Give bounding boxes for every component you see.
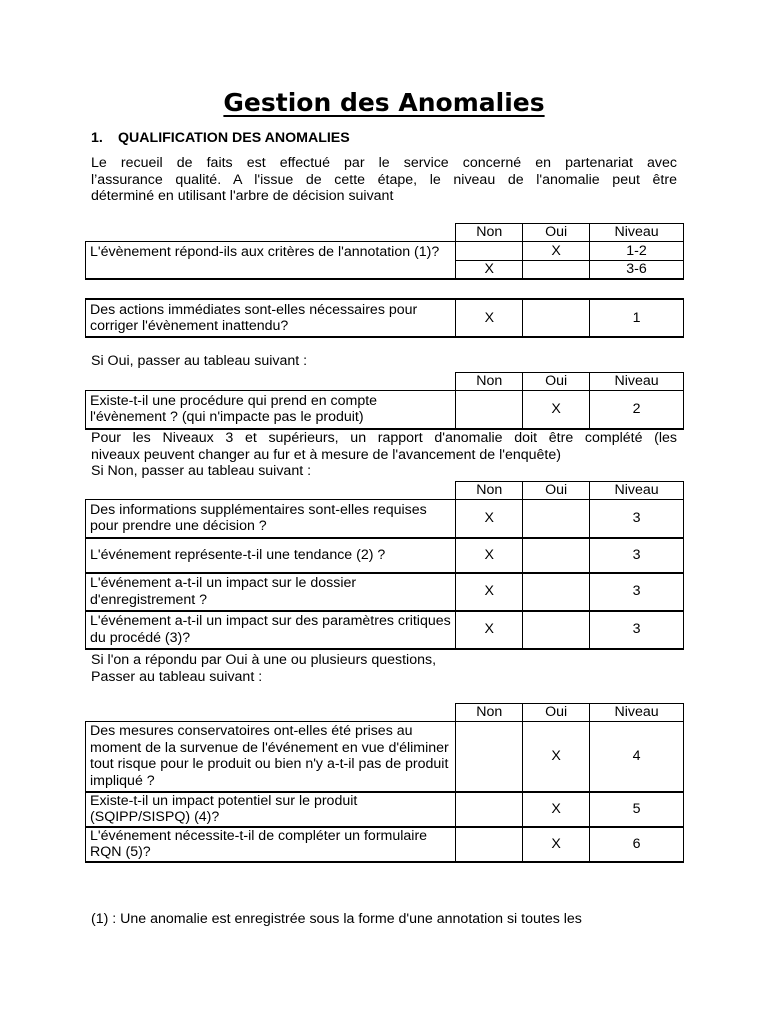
non-cell — [456, 391, 523, 429]
niveaux-line: Pour les Niveaux 3 et supérieurs, un rapport d'anomalie doit être complété (les — [91, 430, 677, 446]
header-oui: Oui — [523, 224, 590, 242]
oui-cell — [523, 299, 590, 337]
note-si-non: Si Non, passer au tableau suivant : — [91, 463, 312, 479]
niveau-cell: 2 — [590, 391, 684, 429]
niveau-cell: 3-6 — [590, 261, 684, 279]
question-cell: L'événement a-t-il un impact sur le dossier d'enregistrement ? — [86, 573, 456, 611]
note-plusieurs-line: Si l'on a répondu par Oui à une ou plusieurs questions, — [91, 652, 437, 668]
decision-table-4 — [85, 481, 684, 650]
note-si-oui: Si Oui, passer au tableau suivant : — [91, 353, 308, 369]
oui-cell — [523, 261, 590, 279]
header-non: Non — [456, 224, 523, 242]
question-cell: L'évènement répond-ils aux critères de l'annotation (1)? — [86, 242, 456, 279]
header-niveau: Niveau — [590, 224, 684, 242]
niveau-cell: 3 — [590, 500, 684, 538]
question-cell: L'événement nécessite-t-il de compléter un formulaire RQN (5)? — [86, 827, 456, 862]
header-non: Non — [456, 482, 523, 500]
niveaux-paragraph — [91, 430, 677, 463]
question-cell: L'événement a-t-il un impact sur des paramètres critiques du procédé (3)? — [86, 611, 456, 649]
decision-table-3 — [85, 372, 684, 430]
niveau-cell: 3 — [590, 538, 684, 573]
header-niveau: Niveau — [590, 482, 684, 500]
oui-cell — [523, 573, 590, 611]
section-number: 1. — [91, 130, 103, 146]
question-cell: Des actions immédiates sont-elles nécessaires pour corriger l'évènement inattendu? — [86, 299, 456, 337]
question-cell: L'événement représente-t-il une tendance (2) ? — [86, 538, 456, 573]
footnote: (1) : Une anomalie est enregistrée sous la forme d'une annotation si toutes les — [91, 911, 582, 927]
niveau-cell: 1-2 — [590, 242, 684, 261]
intro-paragraph — [91, 155, 677, 205]
intro-line: l’assurance qualité. A l'issue de cette étape, le niveau de l'anomalie peut être — [91, 171, 677, 188]
header-oui: Oui — [523, 373, 590, 391]
page-title: Gestion des Anomalies — [223, 88, 545, 117]
niveaux-line: niveaux peuvent changer au fur et à mesure de l'avancement de l'enquête) — [91, 446, 561, 463]
section-heading — [91, 130, 350, 146]
oui-cell: X — [523, 391, 590, 429]
header-non: Non — [456, 704, 523, 722]
oui-cell — [523, 611, 590, 649]
question-cell: Existe-t-il un impact potentiel sur le produit (SQIPP/SISPQ) (4)? — [86, 792, 456, 827]
non-cell: X — [456, 611, 523, 649]
header-oui: Oui — [523, 704, 590, 722]
question-cell: Des mesures conservatoires ont-elles été prises au moment de la survenue de l'événement en vue d'éliminer tout risque pour le produit ou bien n'y a-t-il pas de produit impliqué ? — [86, 722, 456, 792]
decision-table-5 — [85, 703, 684, 863]
decision-table-2 — [85, 298, 684, 338]
oui-cell — [523, 538, 590, 573]
niveau-cell: 6 — [590, 827, 684, 862]
niveau-cell: 4 — [590, 722, 684, 792]
oui-cell: X — [523, 792, 590, 827]
note-plusieurs — [91, 652, 436, 685]
oui-cell: X — [523, 827, 590, 862]
non-cell: X — [456, 299, 523, 337]
non-cell: X — [456, 261, 523, 279]
header-niveau: Niveau — [590, 704, 684, 722]
non-cell: X — [456, 500, 523, 538]
non-cell: X — [456, 538, 523, 573]
question-cell: Existe-t-il une procédure qui prend en compte l'évènement ? (qui n'impacte pas le produit) — [86, 391, 456, 429]
oui-cell: X — [523, 722, 590, 792]
intro-line: Le recueil de faits est effectué par le service concerné en partenariat avec — [91, 155, 677, 171]
niveau-cell: 3 — [590, 611, 684, 649]
header-non: Non — [456, 373, 523, 391]
non-cell — [456, 242, 523, 261]
niveau-cell: 1 — [590, 299, 684, 337]
non-cell — [456, 827, 523, 862]
section-label: QUALIFICATION DES ANOMALIES — [118, 130, 350, 146]
niveau-cell: 3 — [590, 573, 684, 611]
intro-line: déterminé en utilisant l'arbre de décision suivant — [91, 188, 394, 204]
header-niveau: Niveau — [590, 373, 684, 391]
niveau-cell: 5 — [590, 792, 684, 827]
non-cell — [456, 792, 523, 827]
question-cell: Des informations supplémentaires sont-elles requises pour prendre une décision ? — [86, 500, 456, 538]
non-cell — [456, 722, 523, 792]
header-oui: Oui — [523, 482, 590, 500]
note-plusieurs-line: Passer au tableau suivant : — [91, 668, 263, 685]
oui-cell — [523, 500, 590, 538]
decision-table-1 — [85, 223, 684, 280]
non-cell: X — [456, 573, 523, 611]
oui-cell: X — [523, 242, 590, 261]
